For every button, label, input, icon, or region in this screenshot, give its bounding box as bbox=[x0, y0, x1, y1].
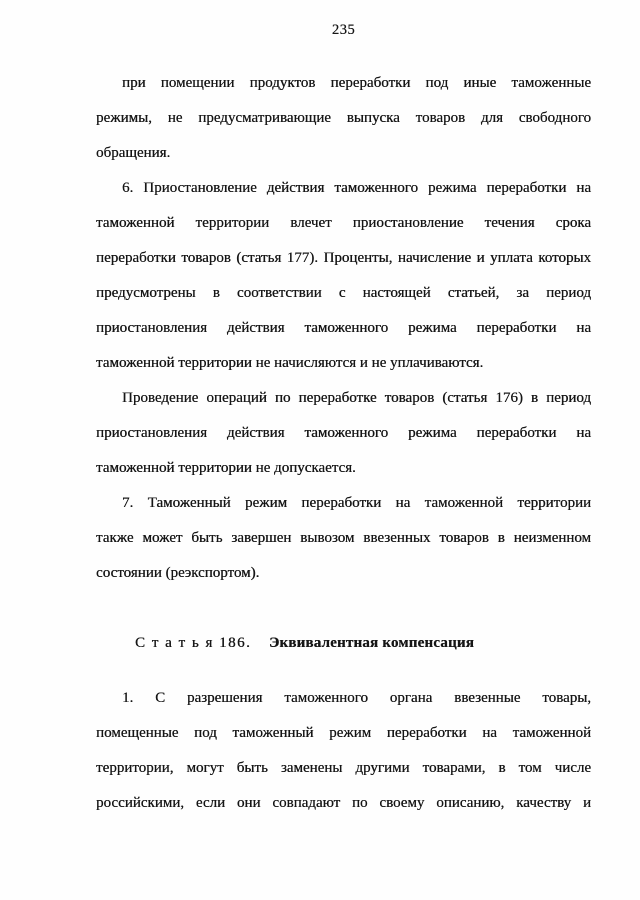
paragraph-line: Проведение операций по переработке товаров (статья 176) в период bbox=[122, 390, 591, 406]
paragraph-line: предусмотрены в соответствии с настоящей статьей, за период bbox=[96, 285, 591, 301]
paragraph-line: переработки товаров (статья 177). Проценты, начисление и уплата которых bbox=[96, 250, 591, 266]
paragraph-line: состоянии (реэкспортом). bbox=[96, 565, 260, 581]
article-number-label: С т а т ь я 186. bbox=[135, 635, 252, 651]
paragraph-line: режимы, не предусматривающие выпуска товаров для свободного bbox=[96, 110, 591, 126]
text-block bbox=[96, 73, 591, 828]
paragraph-line: обращения. bbox=[96, 145, 171, 161]
paragraph-line: приостановления действия таможенного режима переработки на bbox=[96, 425, 591, 441]
paragraph-line: 7. Таможенный режим переработки на таможенной территории bbox=[122, 495, 591, 511]
paragraph-line: приостановления действия таможенного режима переработки на bbox=[96, 320, 591, 336]
article-heading bbox=[96, 633, 591, 668]
paragraph-line: таможенной территории не допускается. bbox=[96, 460, 356, 476]
paragraph-line: при помещении продуктов переработки под иные таможенные bbox=[122, 75, 591, 91]
paragraph-line: 1. С разрешения таможенного органа ввезенные товары, bbox=[122, 690, 591, 706]
paragraph-line: российскими, если они совпадают по своему описанию, качеству и bbox=[96, 795, 591, 811]
paragraph-line: 6. Приостановление действия таможенного режима переработки на bbox=[122, 180, 591, 196]
article-title: Эквивалентная компенсация bbox=[269, 635, 474, 651]
paragraph-line: таможенной территории не начисляются и не уплачиваются. bbox=[96, 355, 484, 371]
paragraph-line: также может быть завершен вывозом ввезенных товаров в неизменном bbox=[96, 530, 591, 546]
page-number: 235 bbox=[331, 22, 356, 38]
paragraph-line: таможенной территории влечет приостановление течения срока bbox=[96, 215, 591, 231]
paragraph-line: территории, могут быть заменены другими товарами, в том числе bbox=[96, 760, 591, 776]
paragraph-line: помещенные под таможенный режим переработки на таможенной bbox=[96, 725, 591, 741]
